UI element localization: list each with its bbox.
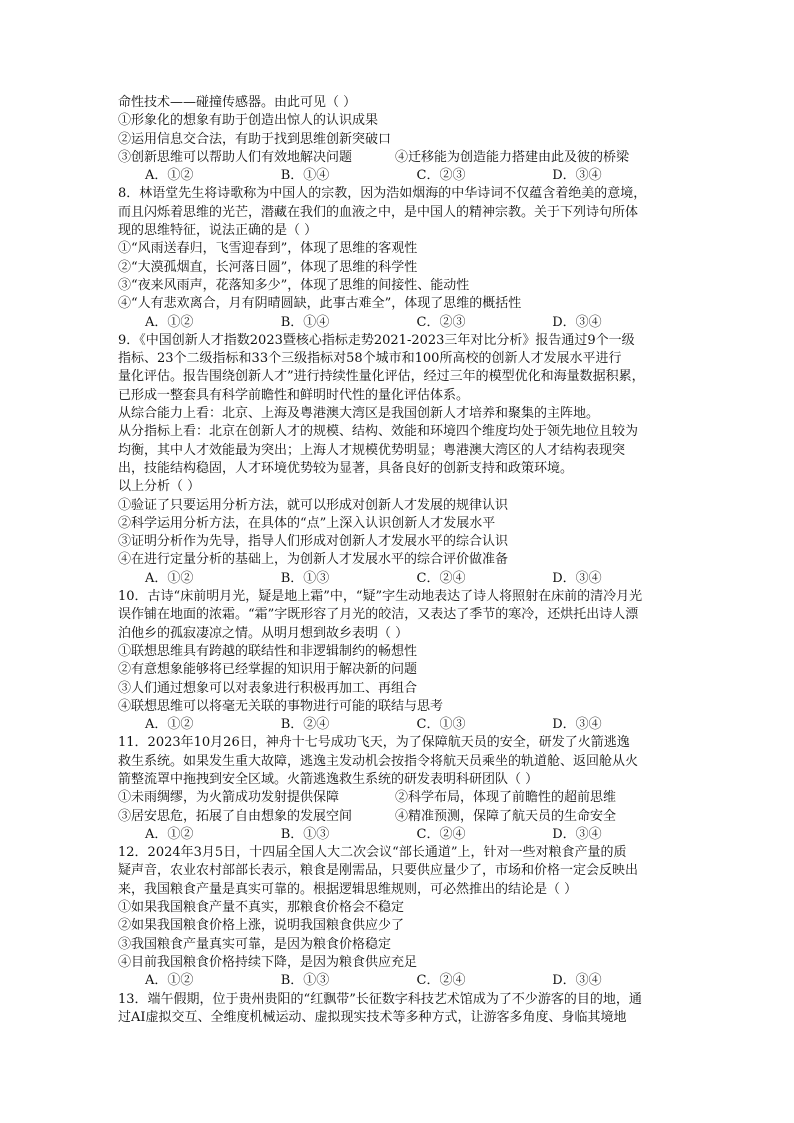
text-line: 指标、23个二级指标和33个三级指标对58个城市和100所高校的创新人才发展水平进行 — [118, 351, 622, 367]
answer-options — [118, 570, 688, 588]
answer-option: D．③④ — [552, 826, 602, 842]
answer-option: B．①③ — [280, 826, 330, 842]
statement: ①未雨绸缪，为火箭成功发射提供保障 — [118, 790, 340, 806]
answer-option: B．②④ — [280, 717, 330, 733]
text-line: 而且闪烁着思维的光芒，潜藏在我们的血液之中，是中国人的精神宗教。关于下列诗句所体 — [118, 204, 639, 220]
text-line: 命性技术——碰撞传感器。由此可见（ ） — [118, 95, 357, 110]
statement: ④迁移能为创造能力搭建由此及彼的桥梁 — [395, 149, 630, 165]
document-page — [118, 94, 688, 1027]
answer-options — [118, 314, 688, 332]
text-line: ③人们通过想象可以对表象进行积极再加工、再组合 — [118, 680, 418, 696]
answer-option: A．①② — [145, 314, 194, 330]
answer-options — [118, 167, 688, 185]
text-line: ④“人有悲欢离合，月有阴晴圆缺，此事古难全”，体现了思维的概括性 — [118, 296, 522, 312]
answer-option: A．①② — [145, 570, 194, 586]
text-line: ④在进行定量分析的基础上，为创新人才发展水平的综合评价做准备 — [118, 552, 509, 568]
answer-options — [118, 826, 688, 844]
statement: ③创新思维可以帮助人们有效地解决问题 — [118, 149, 353, 165]
text-line: ①如果我国粮食产量不真实，那粮食价格会不稳定 — [118, 900, 405, 916]
text-line: ①形象化的想象有助于创造出惊人的认识成果 — [118, 113, 379, 129]
text-line: ①联想思维具有跨越的联结性和非逻辑制约的畅想性 — [118, 643, 418, 659]
text-line: ③证明分析作为先导，指导人们形成对创新人才发展水平的综合认识 — [118, 534, 509, 550]
answer-option: C．②③ — [416, 168, 466, 184]
text-line: 以上分析（ ） — [118, 479, 201, 495]
statement: ④精准预测，保障了航天员的生命安全 — [395, 808, 617, 824]
text-line: 10．古诗“床前明月光，疑是地上霜”中，“疑”字生动地表达了诗人将照射在床前的清冷月光 — [118, 589, 643, 605]
text-line: 现的思维特征，说法正确的是（ ） — [118, 223, 318, 239]
answer-option: A．①② — [145, 168, 194, 184]
statement-pair — [118, 789, 688, 807]
answer-option: C．②④ — [416, 570, 466, 586]
answer-option: A．①② — [145, 973, 194, 989]
answer-option: D．③④ — [552, 717, 602, 733]
text-line: 量化评估。报告围绕创新人才”进行持续性量化评估，经过三年的模型优化和海量数据积累， — [118, 369, 645, 385]
text-line: 11．2023年10月26日，神舟十七号成功飞天，为了保障航天员的安全，研发了火箭逃逸 — [118, 735, 630, 751]
answer-option: C．①③ — [416, 717, 466, 733]
text-line: 过AI虚拟交互、全维度机械运动、虚拟现实技术等多种方式，让游客多角度、身临其境地 — [118, 1009, 627, 1025]
answer-option: C．②④ — [416, 973, 466, 989]
text-line: 从分指标上看：北京在创新人才的规模、结构、效能和环境四个维度均处于领先地位且较为 — [118, 424, 639, 440]
text-line: 9．《中国创新人才指数2023暨核心指标走势2021-2023三年对比分析》报告通过9个一级 — [118, 332, 635, 348]
answer-option: B．①④ — [280, 168, 330, 184]
text-line: 泊他乡的孤寂凄凉之情。从明月想到故乡表明（ ） — [118, 625, 409, 641]
text-line: 来，我国粮食产量是真实可靠的。根据逻辑思维规则，可必然推出的结论是（ ） — [118, 881, 578, 897]
text-line: 8．林语堂先生将诗歌称为中国人的宗教，因为浩如烟海的中华诗词不仅蕴含着绝美的意境， — [118, 186, 647, 202]
text-line: 13．端午假期，位于贵州贵阳的“红飘带”长征数字科技艺术馆成为了不少游客的目的地，通 — [118, 991, 642, 1007]
text-line: ②如果我国粮食价格上涨，说明我国粮食供应少了 — [118, 918, 405, 934]
text-line: 误作铺在地面的浓霜。“霜”字既形容了月光的皎洁，又表达了季节的寒冷，还烘托出诗人漂 — [118, 607, 639, 623]
text-line: ②有意想象能够将已经掌握的知识用于解决新的问题 — [118, 662, 418, 678]
text-line: 出，技能结构稳固，人才环境优势较为显著，具备良好的创新支持和政策环境。 — [118, 460, 574, 476]
text-line: ④目前我国粮食价格持续下降，是因为粮食供应充足 — [118, 954, 418, 970]
answer-option: B．①④ — [280, 314, 330, 330]
answer-option: A．①② — [145, 826, 194, 842]
text-line: 均衡，其中人才效能最为突出；上海人才规模优势明显；粤港澳大湾区的人才结构表现突 — [118, 442, 626, 458]
text-line: ③我国粮食产量真实可靠，是因为粮食价格稳定 — [118, 936, 392, 952]
answer-options — [118, 972, 688, 990]
answer-options — [118, 716, 688, 734]
statement-pair — [118, 808, 688, 826]
text-line: ②科学运用分析方法，在具体的“点”上深入认识创新人才发展水平 — [118, 515, 496, 531]
answer-option: D．③④ — [552, 973, 602, 989]
text-line: 从综合能力上看：北京、上海及粤港澳大湾区是我国创新人才培养和聚集的主阵地。 — [118, 406, 600, 422]
text-line: ③“夜来风雨声，花落知多少”，体现了思维的间接性、能动性 — [118, 277, 470, 293]
text-line: 救生系统。如果发生重大故障，逃逸主发动机会按指令将航天员乘坐的轨道舱、返回舱从火 — [118, 753, 639, 769]
text-line: 疑声音，农业农村部部长表示，粮食是刚需品，只要供应量少了，市场和价格一定会反映出 — [118, 863, 639, 879]
answer-option: B．①③ — [280, 973, 330, 989]
answer-option: D．③④ — [552, 570, 602, 586]
answer-option: D．③④ — [552, 168, 602, 184]
text-line: ②“大漠孤烟直，长河落日圆”，体现了思维的科学性 — [118, 259, 418, 275]
answer-option: B．①③ — [280, 570, 330, 586]
statement-pair — [118, 149, 688, 167]
text-line: 箭整流罩中拖拽到安全区域。火箭逃逸救生系统的研发表明科研团队（ ） — [118, 771, 539, 787]
text-line: ①“风雨送春归，飞雪迎春到”，体现了思维的客观性 — [118, 241, 418, 257]
text-line: ④联想思维可以将毫无关联的事物进行可能的联结与思考 — [118, 698, 444, 714]
statement: ③居安思危，拓展了自由想象的发展空间 — [118, 808, 353, 824]
answer-option: C．②③ — [416, 314, 466, 330]
statement: ②科学布局，体现了前瞻性的超前思维 — [395, 790, 617, 806]
text-line: 12．2024年3月5日，十四届全国人大二次会议“部长通道”上，针对一些对粮食产量的质 — [118, 845, 627, 861]
answer-option: D．③④ — [552, 314, 602, 330]
answer-option: C．②④ — [416, 826, 466, 842]
text-line: ①验证了只要运用分析方法，就可以形成对创新人才发展的规律认识 — [118, 497, 509, 513]
text-line: ②运用信息交合法，有助于找到思维创新突破口 — [118, 131, 392, 147]
text-line: 已形成一整套具有科学前瞻性和鲜明时代性的量化评估体系。 — [118, 387, 470, 403]
answer-option: A．①② — [145, 717, 194, 733]
